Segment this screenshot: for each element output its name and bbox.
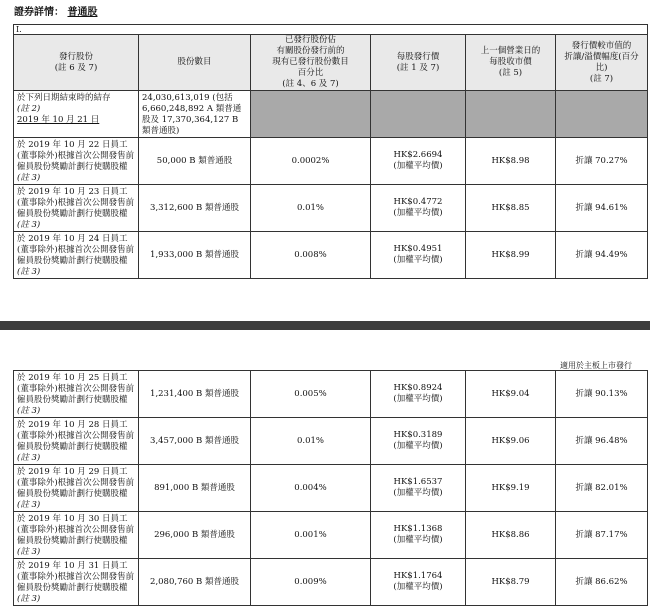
issue-price-cell: HK$1.6537 (加權平均價): [371, 465, 466, 512]
col-header-closing-price: 上一個營業日的 每股收市價 (註 5): [466, 35, 556, 91]
percentage-cell: 0.008%: [251, 232, 371, 279]
balance-row: [14, 91, 648, 138]
continued-label: 適用於主板上市發行: [560, 361, 632, 370]
row-label-cell: 於 2019 年 10 月 28 日員工(董事除外)根據首次公開發售前僱員股份獎勵計劃行使購股權 (註 3): [14, 418, 139, 465]
share-issue-table-continued: [13, 370, 648, 606]
closing-price-cell: HK$9.06: [466, 418, 556, 465]
issue-price-cell: HK$2.6694 (加權平均價): [371, 138, 466, 185]
row-label-cell: 於 2019 年 10 月 29 日員工(董事除外)根據首次公開發售前僱員股份獎勵計劃行使購股權 (註 3): [14, 465, 139, 512]
row-label-cell: 於 2019 年 10 月 30 日員工(董事除外)根據首次公開發售前僱員股份獎勵計劃行使購股權 (註 3): [14, 512, 139, 559]
row-label-cell: 於 2019 年 10 月 22 日員工(董事除外)根據首次公開發售前僱員股份獎勵計劃行使購股權 (註 3): [14, 138, 139, 185]
percentage-cell: 0.005%: [251, 371, 371, 418]
discount-cell: 折讓 86.62%: [556, 559, 648, 606]
row-label-cell: 於 2019 年 10 月 23 日員工(董事除外)根據首次公開發售前僱員股份獎勵計劃行使購股權 (註 3): [14, 185, 139, 232]
discount-cell: 折讓 96.48%: [556, 418, 648, 465]
closing-price-cell: HK$8.79: [466, 559, 556, 606]
section-label: I.: [14, 25, 648, 35]
table-row: [14, 138, 648, 185]
col-header-discount: 發行價較市值的 折讓/溢價幅度(百分比) (註 7): [556, 35, 648, 91]
percentage-cell: 0.009%: [251, 559, 371, 606]
closing-price-cell: HK$9.04: [466, 371, 556, 418]
shares-cell: 296,000 B 類普通股: [139, 512, 251, 559]
percentage-cell: 0.01%: [251, 418, 371, 465]
percentage-cell: 0.01%: [251, 185, 371, 232]
heading-share-class: 普通股: [67, 7, 98, 18]
issue-price-cell: HK$0.4772 (加權平均價): [371, 185, 466, 232]
table-row: [14, 371, 648, 418]
table-row: [14, 465, 648, 512]
balance-label-cell: 於下列日期結束時的結存 (註 2) 2019 年 10 月 21 日: [14, 91, 139, 138]
header-row: [14, 35, 648, 91]
heading-label: 證券詳情：: [14, 7, 64, 18]
shares-cell: 1,231,400 B 類普通股: [139, 371, 251, 418]
table-row: [14, 185, 648, 232]
closing-price-cell: HK$8.86: [466, 512, 556, 559]
shares-cell: 50,000 B 類普通股: [139, 138, 251, 185]
balance-shares-cell: 24,030,613,019 (包括 6,660,248,892 A 類普通股及 17,370,364,127 B 類普通股): [139, 91, 251, 138]
closing-price-cell: HK$8.98: [466, 138, 556, 185]
closing-price-cell: HK$9.19: [466, 465, 556, 512]
shares-cell: 3,457,000 B 類普通股: [139, 418, 251, 465]
discount-cell: 折讓 94.49%: [556, 232, 648, 279]
page-heading: [14, 3, 97, 18]
table-row: [14, 232, 648, 279]
shares-cell: 1,933,000 B 類普通股: [139, 232, 251, 279]
col-header-share-count: 股份數目: [139, 35, 251, 91]
page-break-separator: [0, 321, 650, 330]
table-row: [14, 418, 648, 465]
discount-cell: 折讓 82.01%: [556, 465, 648, 512]
row-label-cell: 於 2019 年 10 月 25 日員工(董事除外)根據首次公開發售前僱員股份獎勵計劃行使購股權 (註 3): [14, 371, 139, 418]
issue-price-cell: HK$1.1764 (加權平均價): [371, 559, 466, 606]
shares-cell: 891,000 B 類普通股: [139, 465, 251, 512]
discount-cell: 折讓 70.27%: [556, 138, 648, 185]
percentage-cell: 0.0002%: [251, 138, 371, 185]
closing-price-cell: HK$8.85: [466, 185, 556, 232]
percentage-cell: 0.001%: [251, 512, 371, 559]
col-header-percentage: 已發行股份佔 有關股份發行前的 現有已發行股份數目 百分比 (註 4、6 及 7): [251, 35, 371, 91]
shares-cell: 3,312,600 B 類普通股: [139, 185, 251, 232]
issue-price-cell: HK$1.1368 (加權平均價): [371, 512, 466, 559]
table-row: [14, 559, 648, 606]
discount-cell: 折讓 94.61%: [556, 185, 648, 232]
col-header-issued-shares: 發行股份 (註 6 及 7): [14, 35, 139, 91]
table-row: [14, 512, 648, 559]
issue-price-cell: HK$0.4951 (加權平均價): [371, 232, 466, 279]
share-issue-table: [13, 24, 648, 279]
col-header-issue-price: 每股發行價 (註 1 及 7): [371, 35, 466, 91]
row-label-cell: 於 2019 年 10 月 31 日員工(董事除外)根據首次公開發售前僱員股份獎勵計劃行使購股權 (註 3): [14, 559, 139, 606]
discount-cell: 折讓 87.17%: [556, 512, 648, 559]
shares-cell: 2,080,760 B 類普通股: [139, 559, 251, 606]
issue-price-cell: HK$0.3189 (加權平均價): [371, 418, 466, 465]
closing-price-cell: HK$8.99: [466, 232, 556, 279]
discount-cell: 折讓 90.13%: [556, 371, 648, 418]
issue-price-cell: HK$0.8924 (加權平均價): [371, 371, 466, 418]
percentage-cell: 0.004%: [251, 465, 371, 512]
row-label-cell: 於 2019 年 10 月 24 日員工(董事除外)根據首次公開發售前僱員股份獎勵計劃行使購股權 (註 3): [14, 232, 139, 279]
